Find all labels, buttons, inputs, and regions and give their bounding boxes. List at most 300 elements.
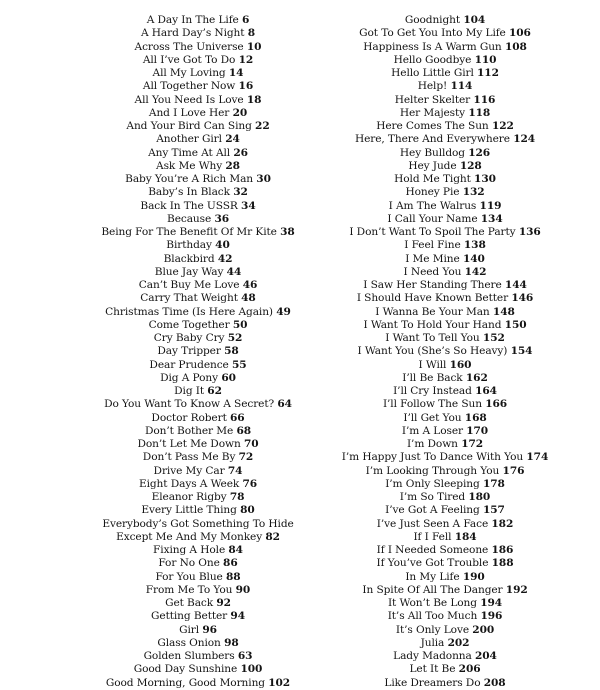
page-number: 196 xyxy=(480,610,503,623)
song-title: I’m Down xyxy=(406,438,458,450)
index-right-column xyxy=(310,14,580,690)
page-number: 104 xyxy=(463,14,486,26)
song-title: I Me Mine xyxy=(405,252,460,265)
index-entry xyxy=(342,451,548,464)
song-title: Help! xyxy=(417,80,448,93)
index-entry xyxy=(400,491,490,504)
page-number: 66 xyxy=(230,411,245,424)
index-entry xyxy=(151,610,245,623)
song-title: Baby You’re A Rich Man xyxy=(125,173,254,185)
song-title: Helter Skelter xyxy=(394,93,471,106)
page-number: 154 xyxy=(510,345,533,358)
index-entry xyxy=(149,107,247,120)
index-entry xyxy=(153,544,243,557)
song-title: Across The Universe xyxy=(134,40,244,53)
page-number: 202 xyxy=(447,636,470,649)
index-entry xyxy=(403,412,486,425)
index-entry xyxy=(139,279,257,292)
index-entry xyxy=(149,359,246,372)
index-entry xyxy=(385,332,505,345)
index-entry xyxy=(164,253,233,266)
song-title: I Want To Hold Your Hand xyxy=(363,318,502,331)
song-title: I’ll Be Back xyxy=(402,371,463,384)
page-number: 208 xyxy=(483,676,506,689)
page-number: 122 xyxy=(491,120,514,132)
page-number: 60 xyxy=(221,371,236,384)
page-number: 190 xyxy=(462,570,485,583)
song-title: I Saw Her Standing There xyxy=(363,279,502,291)
song-title: Birthday xyxy=(166,239,212,252)
page-number: 206 xyxy=(458,663,481,676)
page-number: 116 xyxy=(473,93,496,106)
page-number: 184 xyxy=(454,530,477,543)
page-number: 98 xyxy=(224,636,239,649)
page-number: 26 xyxy=(233,146,248,159)
page-number: 152 xyxy=(482,332,505,344)
page-number: 100 xyxy=(240,663,263,676)
song-title: I Am The Walrus xyxy=(388,199,477,212)
page-number: 8 xyxy=(247,27,256,40)
index-entry xyxy=(135,41,262,54)
index-entry xyxy=(383,398,507,411)
index-entry xyxy=(165,597,231,610)
page-number: 102 xyxy=(268,676,291,689)
index-entry xyxy=(357,292,533,305)
song-title: I’m Looking Through You xyxy=(365,464,500,477)
song-title: Can’t Buy Me Love xyxy=(138,279,240,291)
page-number: 138 xyxy=(463,239,486,252)
song-title: Like Dreamers Do xyxy=(384,676,481,689)
song-title: Baby’s In Black xyxy=(148,186,230,199)
song-title: Don’t Bother Me xyxy=(144,424,234,437)
index-entry xyxy=(140,200,255,213)
page-number: 160 xyxy=(449,358,472,371)
page-number: 50 xyxy=(232,318,248,331)
song-title: Ask Me Why xyxy=(156,159,223,172)
song-title: Julia xyxy=(420,636,445,649)
index-entry xyxy=(141,504,254,517)
index-entry xyxy=(143,54,253,67)
page-number: 146 xyxy=(511,292,534,305)
index-entry xyxy=(377,557,514,570)
index-entry xyxy=(407,438,483,451)
index-entry xyxy=(135,94,262,107)
index-entry xyxy=(358,345,533,358)
index-entry xyxy=(404,239,485,252)
index-entry xyxy=(138,438,259,451)
page-number: 134 xyxy=(480,212,503,225)
page-number: 36 xyxy=(214,212,229,225)
index-entry xyxy=(134,663,263,676)
index-entry xyxy=(126,120,269,133)
song-title: Dear Prudence xyxy=(149,358,229,371)
song-title: For No One xyxy=(158,557,220,570)
index-entry xyxy=(402,372,487,385)
page-number: 140 xyxy=(462,252,485,265)
song-title: Hey Jude xyxy=(408,159,457,172)
index-entry xyxy=(155,266,241,279)
page-number: 192 xyxy=(505,583,528,596)
page-number: 204 xyxy=(475,650,497,662)
page-number: 142 xyxy=(464,265,487,278)
page-number: 194 xyxy=(480,597,503,609)
song-title: If I Needed Someone xyxy=(376,544,489,556)
page-number: 16 xyxy=(238,80,254,93)
song-title: Dig It xyxy=(174,385,205,397)
song-title: Hey Bulldog xyxy=(399,146,465,159)
index-entry xyxy=(396,624,494,637)
index-entry xyxy=(387,213,502,226)
page-number: 28 xyxy=(225,159,240,172)
index-entry xyxy=(143,80,253,93)
index-entry xyxy=(364,319,527,332)
index-entry xyxy=(394,173,496,186)
song-title: Got To Get You Into My Life xyxy=(359,27,506,40)
index-entry xyxy=(149,319,248,332)
index-entry xyxy=(363,41,527,54)
page-number: 92 xyxy=(216,597,231,609)
page-number: 130 xyxy=(474,173,496,185)
index-entry xyxy=(144,650,253,663)
song-title: I’ve Just Seen A Face xyxy=(376,517,489,530)
page-number: 172 xyxy=(461,438,484,450)
page-number: 119 xyxy=(479,199,502,212)
page-number: 150 xyxy=(504,318,527,331)
song-title: In My Life xyxy=(405,570,460,583)
page-number: 124 xyxy=(513,133,536,146)
song-title: Eight Days A Week xyxy=(138,477,240,490)
song-title: I Will xyxy=(418,358,447,371)
index-entry xyxy=(405,571,484,584)
page-number: 82 xyxy=(265,530,280,543)
song-title: Any Time At All xyxy=(148,146,231,159)
song-title: From Me To You xyxy=(145,583,233,596)
song-title: Come Together xyxy=(148,318,230,331)
index-entry xyxy=(105,306,291,319)
index-entry xyxy=(153,67,244,80)
page-number: 174 xyxy=(526,451,549,464)
song-title: Here, There And Everywhere xyxy=(354,133,510,146)
page-number: 118 xyxy=(468,106,491,119)
song-title: I’ll Get You xyxy=(403,411,462,424)
index-entry xyxy=(388,597,502,610)
page-number: 34 xyxy=(241,199,256,212)
page-number: 136 xyxy=(518,226,541,238)
song-title: Hello Goodbye xyxy=(393,53,472,66)
page-number: 144 xyxy=(504,279,527,291)
page-number: 74 xyxy=(227,464,243,477)
index-entry xyxy=(413,531,476,544)
index-entry xyxy=(139,478,257,491)
index-entry xyxy=(388,610,503,623)
page-number: 96 xyxy=(202,623,217,636)
song-title: Every Little Thing xyxy=(141,504,237,517)
song-title: Happiness Is A Warm Gun xyxy=(363,40,502,53)
index-entry xyxy=(394,54,497,67)
song-title: Blackbird xyxy=(163,252,215,265)
song-title: I Call Your Name xyxy=(387,212,478,225)
page-number: 18 xyxy=(246,93,262,106)
song-title: Let It Be xyxy=(409,663,456,676)
song-title: Here Comes The Sun xyxy=(376,120,489,132)
index-entry xyxy=(179,624,217,637)
song-title: Glass Onion xyxy=(157,636,221,649)
song-title: Christmas Time (Is Here Again) xyxy=(105,305,273,318)
index-entry xyxy=(145,425,251,438)
song-title: Girl xyxy=(179,623,200,636)
index-entry xyxy=(104,398,292,411)
song-title: Good Day Sunshine xyxy=(133,663,238,676)
page-number: 42 xyxy=(217,252,233,265)
page-number: 68 xyxy=(236,424,252,437)
page-number: 58 xyxy=(224,345,239,358)
song-title: In Spite Of All The Danger xyxy=(362,583,503,596)
index-entry xyxy=(174,385,222,398)
index-entry xyxy=(363,279,527,292)
index-entry xyxy=(156,160,240,173)
page-number: 200 xyxy=(472,623,495,636)
index-entry xyxy=(362,584,527,597)
page-number: 52 xyxy=(227,332,243,344)
page-number: 178 xyxy=(482,477,505,490)
song-title: Getting Better xyxy=(151,610,228,623)
page-number: 22 xyxy=(255,120,270,132)
song-title: Because xyxy=(167,212,212,225)
song-title: Golden Slumbers xyxy=(143,650,235,662)
song-title: I Wanna Be Your Man xyxy=(375,305,490,318)
song-title: A Hard Day’s Night xyxy=(140,27,245,40)
index-entry xyxy=(400,147,490,160)
index-entry xyxy=(375,306,515,319)
page-number: 20 xyxy=(232,106,248,119)
index-entry xyxy=(151,412,244,425)
song-title: Cry Baby Cry xyxy=(153,332,225,344)
song-title: It Won’t Be Long xyxy=(387,597,477,609)
song-title: All Together Now xyxy=(142,80,236,93)
index-entry xyxy=(402,425,488,438)
page-number: 90 xyxy=(235,583,251,596)
song-title: If You’ve Got Trouble xyxy=(376,557,489,570)
song-title: I Need You xyxy=(403,265,462,278)
page-number: 55 xyxy=(232,358,247,371)
index-entry xyxy=(156,133,240,146)
index-entry xyxy=(140,292,255,305)
page-number: 170 xyxy=(466,424,489,437)
page-number: 40 xyxy=(215,239,230,252)
page-number: 84 xyxy=(228,544,243,556)
song-title: I’m A Loser xyxy=(401,424,463,437)
index-entry xyxy=(141,27,255,40)
song-title: I’m Happy Just To Dance With You xyxy=(341,451,524,464)
song-title: Good Morning, Good Morning xyxy=(105,676,265,689)
song-title: It’s Only Love xyxy=(395,623,470,636)
song-title: And I Love Her xyxy=(148,106,230,119)
index-entry xyxy=(154,332,243,345)
page-number: 148 xyxy=(492,305,515,318)
index-entry xyxy=(147,14,250,27)
song-title: Doctor Robert xyxy=(151,411,227,424)
song-title: Everybody’s Got Something To Hide xyxy=(102,517,294,530)
page-number: 176 xyxy=(502,464,525,477)
index-entry xyxy=(385,478,505,491)
page-number: 48 xyxy=(241,292,256,305)
song-title: I Want You (She’s So Heavy) xyxy=(357,345,508,358)
song-title: Get Back xyxy=(165,597,214,609)
song-title: It’s All Too Much xyxy=(387,610,478,623)
song-title: Back In The USSR xyxy=(140,199,238,212)
page-number: 180 xyxy=(468,491,491,503)
page-number: 166 xyxy=(485,398,508,411)
page-number: 157 xyxy=(483,504,505,517)
song-title: Carry That Weight xyxy=(140,292,238,305)
index-entry xyxy=(152,491,245,504)
page-number: 164 xyxy=(475,385,497,397)
song-title: I’ll Cry Instead xyxy=(393,385,472,397)
song-title: Eleanor Rigby xyxy=(151,491,227,503)
page-number: 64 xyxy=(277,398,292,411)
page-number: 126 xyxy=(468,146,491,159)
page-number: 106 xyxy=(509,27,531,40)
page-number: 49 xyxy=(276,305,291,318)
song-title: Don’t Pass Me By xyxy=(142,451,236,464)
song-title: All I’ve Got To Do xyxy=(142,53,236,66)
song-title: Do You Want To Know A Secret? xyxy=(104,398,275,411)
index-entry xyxy=(408,160,481,173)
index-entry xyxy=(389,200,502,213)
index-entry xyxy=(409,663,480,676)
page-number: 128 xyxy=(459,159,482,172)
page-number: 94 xyxy=(230,610,245,623)
page-number: 38 xyxy=(280,226,295,238)
index-entry xyxy=(143,451,253,464)
index-entry xyxy=(421,637,470,650)
song-title: I Feel Fine xyxy=(404,239,461,252)
index-entry xyxy=(155,571,240,584)
page-number: 108 xyxy=(504,40,527,53)
index-entry xyxy=(376,120,514,133)
index-entry xyxy=(366,465,525,478)
index-entry xyxy=(106,677,290,690)
page-number: 12 xyxy=(238,53,254,66)
song-title: Blue Jay Way xyxy=(154,265,224,278)
page-number: 188 xyxy=(491,557,514,570)
page-number: 62 xyxy=(207,385,222,397)
index-entry xyxy=(405,186,484,199)
song-title: Goodnight xyxy=(404,14,461,26)
index-entry xyxy=(418,80,473,93)
page-number: 76 xyxy=(242,477,258,490)
index-entry xyxy=(102,518,293,531)
index-entry xyxy=(101,226,294,239)
page-number: 112 xyxy=(477,67,499,79)
index-entry xyxy=(377,544,514,557)
page-number: 88 xyxy=(226,570,241,583)
song-title: If I Fell xyxy=(413,530,452,543)
page-number: 86 xyxy=(223,557,238,570)
page-number: 72 xyxy=(238,451,254,464)
page-number: 110 xyxy=(474,53,497,66)
page-number: 78 xyxy=(229,491,245,503)
index-entry xyxy=(166,239,229,252)
song-title: Honey Pie xyxy=(405,186,460,199)
index-entry xyxy=(385,504,505,517)
song-title: Except Me And My Monkey xyxy=(116,530,263,543)
song-title: Dig A Pony xyxy=(160,371,219,384)
song-title: Another Girl xyxy=(156,133,222,146)
page-number: 70 xyxy=(243,438,259,450)
song-title: Hello Little Girl xyxy=(391,67,474,79)
song-title: I Don’t Want To Spoil The Party xyxy=(349,226,516,238)
page-number: 80 xyxy=(240,504,255,517)
song-title: I’m So Tired xyxy=(399,491,466,503)
index-entry xyxy=(116,531,280,544)
index-entry xyxy=(400,107,490,120)
song-title: Her Majesty xyxy=(399,106,466,119)
page-number: 162 xyxy=(465,371,488,384)
index-entry xyxy=(395,94,496,107)
song-title: I’ve Got A Feeling xyxy=(385,504,480,517)
page-number: 114 xyxy=(450,80,473,93)
index-entry xyxy=(377,518,513,531)
page-number: 182 xyxy=(491,517,514,530)
song-title: Hold Me Tight xyxy=(394,173,471,185)
song-title: Day Tripper xyxy=(157,345,221,358)
index-entry xyxy=(359,27,531,40)
page-number: 24 xyxy=(225,133,240,146)
index-entry xyxy=(405,253,485,266)
index-entry xyxy=(148,186,248,199)
index-entry xyxy=(157,345,238,358)
page-number: 168 xyxy=(464,411,487,424)
index-entry xyxy=(384,677,505,690)
song-title: I Should Have Known Better xyxy=(356,292,509,305)
song-title: Being For The Benefit Of Mr Kite xyxy=(101,226,277,238)
index-entry xyxy=(355,133,535,146)
page-number: 186 xyxy=(491,544,514,556)
index-entry xyxy=(349,226,540,239)
index-entry xyxy=(148,147,248,160)
page-number: 32 xyxy=(233,186,248,199)
index-entry xyxy=(393,385,497,398)
page-number: 46 xyxy=(242,279,258,291)
song-title: I Want To Tell You xyxy=(385,332,480,344)
index-entry xyxy=(167,213,229,226)
page-number: 132 xyxy=(462,186,485,199)
index-entry xyxy=(158,557,237,570)
page-number: 6 xyxy=(242,14,250,26)
song-title: A Day In The Life xyxy=(146,14,239,26)
song-title: I’ll Follow The Sun xyxy=(382,398,482,411)
index-entry xyxy=(393,650,497,663)
index-left-column xyxy=(88,14,308,690)
index-entry xyxy=(160,372,236,385)
song-title: I’m Only Sleeping xyxy=(385,477,480,490)
song-title: For You Blue xyxy=(155,570,223,583)
song-title: And Your Bird Can Sing xyxy=(126,120,252,132)
page-number: 14 xyxy=(228,67,244,79)
index-entry xyxy=(391,67,499,80)
index-entry xyxy=(405,14,485,27)
song-title: All You Need Is Love xyxy=(134,93,244,106)
index-entry xyxy=(404,266,487,279)
page-number: 10 xyxy=(246,40,262,53)
song-title: Don’t Let Me Down xyxy=(137,438,241,450)
page-number: 63 xyxy=(237,650,253,662)
song-title: Drive My Car xyxy=(153,464,225,477)
page-number: 44 xyxy=(226,265,242,278)
index-entry xyxy=(157,637,238,650)
page-number: 30 xyxy=(256,173,271,185)
